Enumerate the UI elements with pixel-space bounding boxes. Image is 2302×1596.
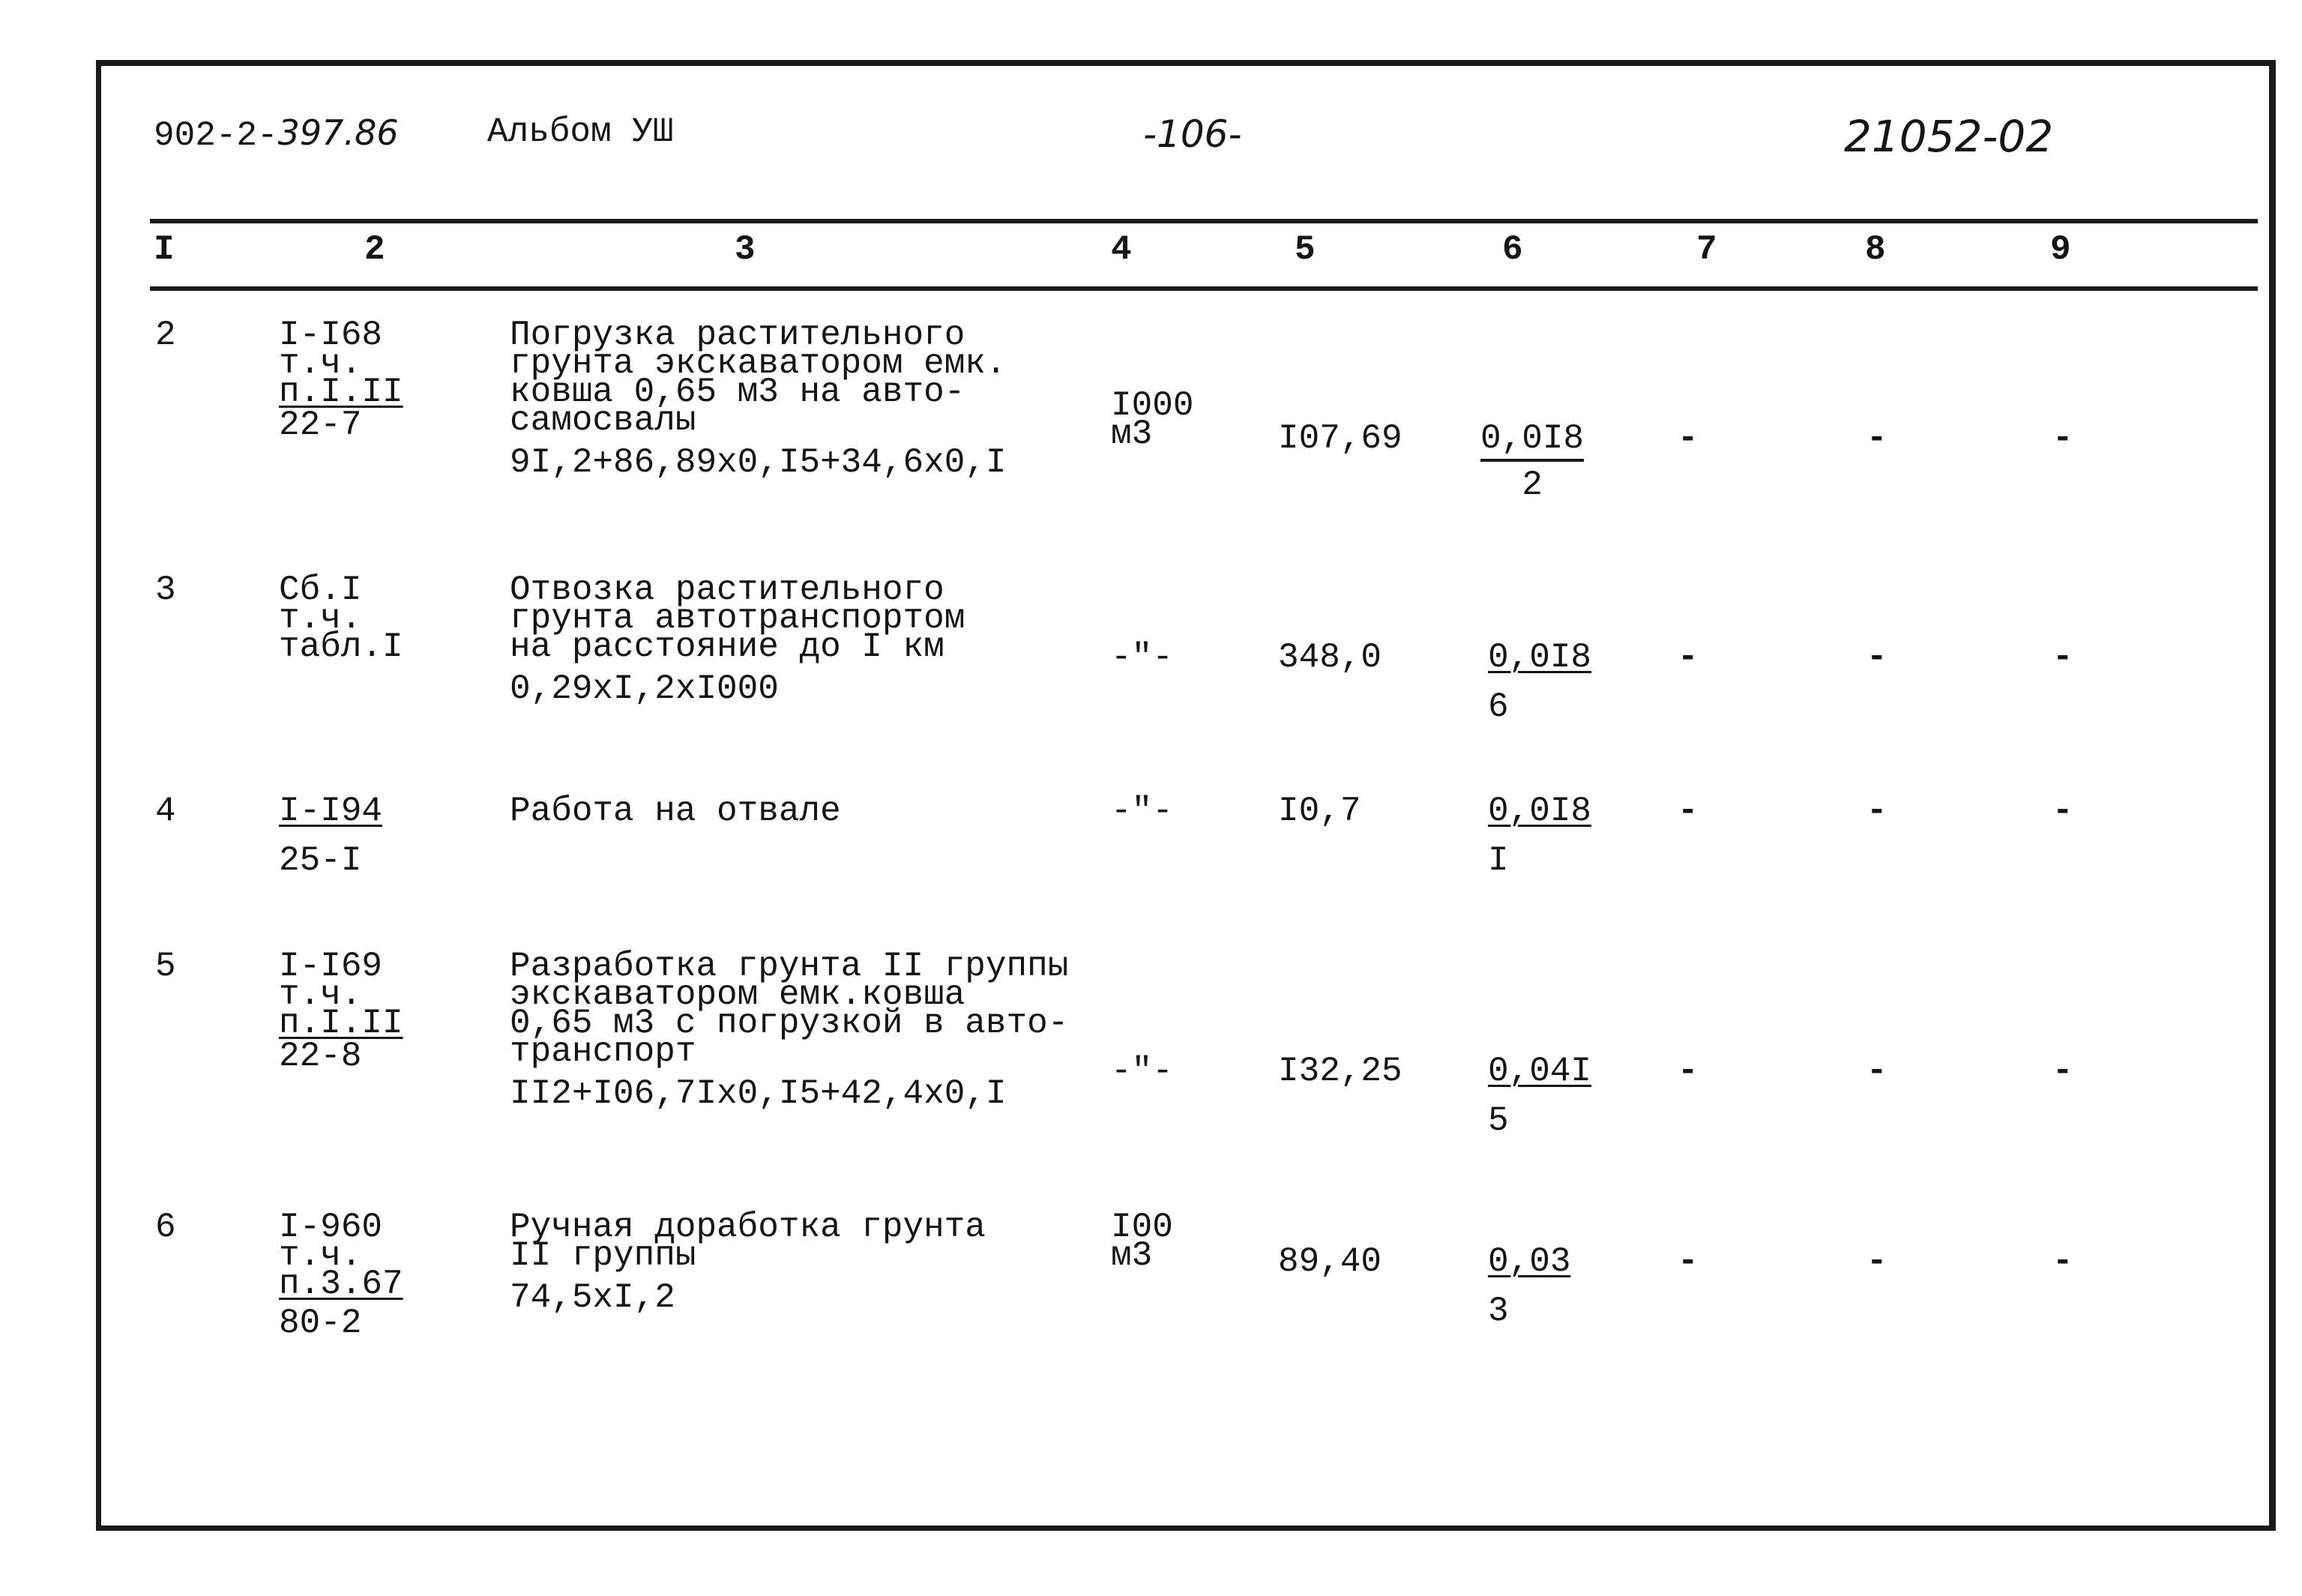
col7-dash: - [1678, 792, 1699, 831]
col7-dash: - [1678, 638, 1699, 677]
norm-code: Сб.I т.ч. табл.I [279, 570, 403, 666]
col9-dash: - [2052, 638, 2073, 677]
col7-dash: - [1678, 419, 1699, 458]
col7-dash: - [1678, 1242, 1699, 1281]
project-code-printed: 902-2- [154, 116, 278, 155]
col8-dash: - [1866, 792, 1887, 831]
table-top-rule [150, 219, 2258, 223]
col8-dash: - [1866, 1242, 1887, 1281]
quantity: I32,25 [1278, 1052, 1402, 1091]
column-number-9: 9 [2050, 230, 2071, 269]
col7-dash: - [1678, 1052, 1699, 1091]
unit: I00 м3 [1111, 1208, 1173, 1275]
column-number-6: 6 [1502, 230, 1523, 269]
row-number: 4 [155, 792, 176, 831]
norm-code: I-I94 25-I [279, 792, 383, 880]
document-number: 21052-02 [1844, 111, 2054, 162]
column-number-1: I [154, 230, 175, 269]
quantity: I07,69 [1278, 419, 1402, 458]
col8-dash: - [1866, 1052, 1887, 1091]
quantity: 348,0 [1278, 638, 1382, 677]
norm-code: I-960 т.ч. п.3.67 80-2 [279, 1208, 403, 1343]
row-number: 2 [155, 316, 176, 355]
unit: -"- [1111, 792, 1173, 831]
page-frame [96, 60, 2276, 1531]
column-number-3: 3 [735, 230, 756, 269]
work-description: Отвозка растительного грунта автотранспортом на расстояние до I км 0,29хI,2хI000 [510, 570, 965, 708]
unit: I000 м3 [1111, 386, 1194, 454]
project-code [154, 112, 399, 155]
norm-code: I-I68 т.ч. п.I.II 22-7 [279, 316, 403, 445]
fraction-value: 0,04I 5 [1488, 1052, 1592, 1140]
album-label: Альбом УШ [487, 112, 674, 151]
fraction-value: 0,0I8 6 [1488, 638, 1592, 726]
col9-dash: - [2052, 1052, 2073, 1091]
unit: -"- [1111, 1052, 1173, 1091]
project-code-handwritten: 397.86 [277, 112, 399, 153]
fraction-value: 0,0I8 2 [1480, 419, 1585, 505]
col9-dash: - [2052, 419, 2073, 458]
quantity: 89,40 [1278, 1242, 1382, 1281]
col9-dash: - [2052, 792, 2073, 831]
unit: -"- [1111, 638, 1173, 677]
row-number: 6 [155, 1208, 176, 1247]
page-number: -106- [1143, 112, 1242, 156]
calculation-formula: 9I,2+86,89х0,I5+34,6х0,I [510, 443, 1007, 482]
column-number-5: 5 [1295, 230, 1316, 269]
fraction-value: 0,03 3 [1488, 1242, 1571, 1331]
work-description: Погрузка растительного грунта экскаватором емк. ковша 0,65 м3 на авто- самосвалы 9I,2+86,89х0,I5+34,6х0,I [510, 316, 1007, 482]
column-number-7: 7 [1696, 230, 1717, 269]
fraction-value: 0,0I8 I [1488, 792, 1592, 880]
column-number-2: 2 [364, 230, 385, 269]
calculation-formula: 74,5хI,2 [510, 1278, 675, 1317]
col8-dash: - [1866, 638, 1887, 677]
row-number: 3 [155, 570, 176, 609]
column-number-8: 8 [1865, 230, 1886, 269]
column-number-4: 4 [1111, 230, 1132, 269]
work-description: Работа на отвале [510, 792, 841, 831]
col9-dash: - [2052, 1242, 2073, 1281]
calculation-formula: 0,29хI,2хI000 [510, 669, 779, 708]
row-number: 5 [155, 947, 176, 986]
col8-dash: - [1866, 419, 1887, 458]
quantity: I0,7 [1278, 792, 1361, 831]
norm-code: I-I69 т.ч. п.I.II 22-8 [279, 947, 403, 1076]
column-header-rule [150, 286, 2258, 291]
work-description: Разработка грунта II группы экскаватором емк.ковша 0,65 м3 с погрузкой в авто- транспорт II2+I06,7Iх0,I5+42,4х0,I [510, 947, 1069, 1113]
calculation-formula: II2+I06,7Iх0,I5+42,4х0,I [510, 1074, 1007, 1113]
work-description: Ручная доработка грунта II группы 74,5хI,2 [510, 1208, 986, 1317]
